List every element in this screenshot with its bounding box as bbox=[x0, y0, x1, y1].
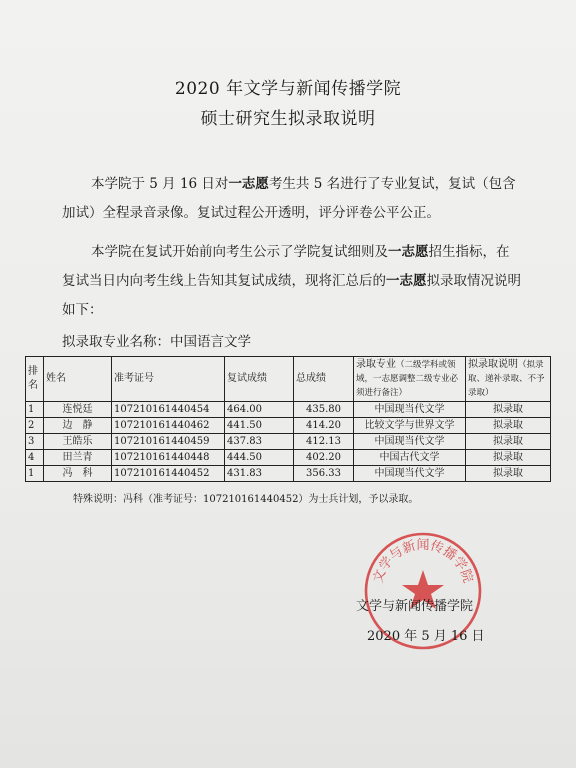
cell-rank: 2 bbox=[26, 418, 44, 434]
cell-major: 中国现当代文学 bbox=[354, 402, 466, 418]
paragraph-retest-overview bbox=[62, 170, 522, 228]
cell-retest: 441.50 bbox=[225, 418, 294, 434]
cell-total: 435.80 bbox=[294, 402, 354, 418]
table-row bbox=[26, 450, 551, 466]
special-note: 特殊说明：冯科（准考证号：107210161440452）为士兵计划，予以录取。 bbox=[73, 494, 419, 505]
cell-exam-id: 107210161440454 bbox=[112, 402, 225, 418]
header-status bbox=[466, 357, 551, 402]
major-name-label: 拟录取专业名称：中国语言文学 bbox=[62, 334, 251, 350]
para1-emphasis: 一志愿 bbox=[228, 176, 269, 192]
cell-status: 拟录取 bbox=[466, 434, 551, 450]
cell-major: 中国现当代文学 bbox=[354, 434, 466, 450]
cell-rank: 3 bbox=[26, 434, 44, 450]
document-subtitle: 硕士研究生拟录取说明 bbox=[200, 109, 376, 129]
cell-exam-id: 107210161440452 bbox=[112, 466, 225, 482]
header-name: 姓名 bbox=[44, 357, 112, 402]
cell-exam-id: 107210161440462 bbox=[112, 418, 225, 434]
cell-major: 中国古代文学 bbox=[354, 450, 466, 466]
cell-name: 边 静 bbox=[44, 418, 112, 434]
cell-rank: 1 bbox=[26, 402, 44, 418]
para2-text-a: 本学院在复试开始前向考生公示了学院复试细则及 bbox=[91, 244, 388, 260]
cell-status: 拟录取 bbox=[466, 402, 551, 418]
table-row bbox=[26, 418, 551, 434]
cell-status: 拟录取 bbox=[466, 418, 551, 434]
table-header-row bbox=[26, 357, 551, 402]
header-retest-score: 复试成绩 bbox=[225, 357, 294, 402]
header-status-note: （拟录取、递补录取、不予录取） bbox=[468, 360, 545, 398]
header-total-score: 总成绩 bbox=[294, 357, 354, 402]
seal-text: 文学与新闻传播学院 bbox=[370, 538, 476, 585]
cell-retest: 431.83 bbox=[225, 466, 294, 482]
cell-name: 连悦廷 bbox=[44, 402, 112, 418]
header-major-label: 录取专业 bbox=[356, 359, 396, 370]
cell-rank: 1 bbox=[26, 466, 44, 482]
cell-exam-id: 107210161440448 bbox=[112, 450, 225, 466]
admission-table bbox=[25, 356, 551, 482]
signature-date: 2020 年 5 月 16 日 bbox=[367, 629, 485, 644]
header-exam-id: 准考证号 bbox=[112, 357, 225, 402]
cell-rank: 4 bbox=[26, 450, 44, 466]
header-rank: 排名 bbox=[26, 357, 44, 402]
cell-major: 中国现当代文学 bbox=[354, 466, 466, 482]
table-row bbox=[26, 466, 551, 482]
cell-retest: 464.00 bbox=[225, 402, 294, 418]
para2-emphasis-2: 一志愿 bbox=[386, 273, 427, 289]
header-major-note: （二级学科或领域，一志愿调整二级专业必须进行备注） bbox=[356, 360, 459, 398]
cell-status: 拟录取 bbox=[466, 466, 551, 482]
cell-total: 412.13 bbox=[294, 434, 354, 450]
signature-organization: 文学与新闻传播学院 bbox=[356, 599, 474, 614]
para1-text-a: 本学院于 5 月 16 日对 bbox=[91, 176, 229, 192]
cell-total: 402.20 bbox=[294, 450, 354, 466]
paragraph-admission-info bbox=[62, 238, 522, 325]
cell-retest: 444.50 bbox=[225, 450, 294, 466]
para1-text-c: 考生共 5 名进行了专业复试，复试（包含加试）全程录音录像。复试过程公开透明，评分评卷公平公正。 bbox=[62, 176, 516, 221]
cell-name: 王皓乐 bbox=[44, 434, 112, 450]
cell-retest: 437.83 bbox=[225, 434, 294, 450]
cell-major: 比较文学与世界文学 bbox=[354, 418, 466, 434]
cell-total: 414.20 bbox=[294, 418, 354, 434]
document-title: 2020 年文学与新闻传播学院 bbox=[174, 79, 402, 99]
header-major bbox=[354, 357, 466, 402]
cell-exam-id: 107210161440459 bbox=[112, 434, 225, 450]
para2-emphasis-1: 一志愿 bbox=[388, 244, 429, 260]
cell-name: 冯 科 bbox=[44, 466, 112, 482]
header-status-label: 拟录取说明 bbox=[468, 359, 518, 370]
para2-text-c: 招生指标，在复试当日内向考生线上告知其复试成绩，现将汇总后的 bbox=[62, 244, 510, 289]
para2-text-e: 拟录取情况说明如下： bbox=[62, 273, 521, 318]
cell-name: 田兰青 bbox=[44, 450, 112, 466]
cell-total: 356.33 bbox=[294, 466, 354, 482]
cell-status: 拟录取 bbox=[466, 450, 551, 466]
table-row bbox=[26, 434, 551, 450]
table-row bbox=[26, 402, 551, 418]
